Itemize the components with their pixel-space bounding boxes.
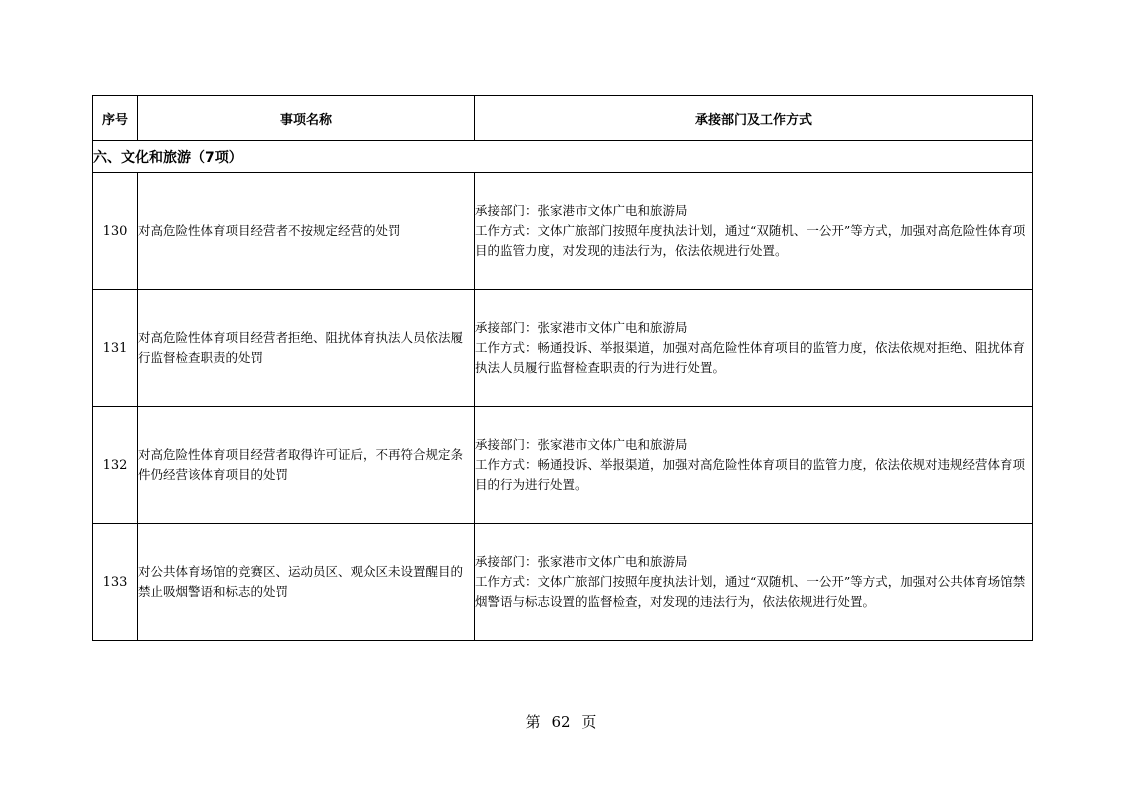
row-item-name: 对高危险性体育项目经营者取得许可证后，不再符合规定条件仍经营该体育项目的处罚 (138, 407, 475, 524)
row-method: 工作方式：畅通投诉、举报渠道，加强对高危险性体育项目的监管力度，依法依规对拒绝、阻扰体育执法人员履行监督检查职责的行为进行处置。 (475, 340, 1026, 375)
row-department: 承接部门：张家港市文体广电和旅游局 (475, 320, 688, 335)
document-table (92, 95, 1033, 641)
row-number: 133 (93, 524, 138, 641)
section-row (93, 141, 1033, 173)
row-method: 工作方式：畅通投诉、举报渠道，加强对高危险性体育项目的监管力度，依法依规对违规经营体育项目的行为进行处置。 (475, 457, 1026, 492)
row-department: 承接部门：张家港市文体广电和旅游局 (475, 554, 688, 569)
row-number: 131 (93, 290, 138, 407)
header-number: 序号 (93, 96, 138, 141)
row-department-method (475, 173, 1033, 290)
row-method: 工作方式：文体广旅部门按照年度执法计划，通过“双随机、一公开”等方式，加强对公共体育场馆禁烟警语与标志设置的监督检查，对发现的违法行为，依法依规进行处置。 (475, 574, 1026, 609)
row-number: 130 (93, 173, 138, 290)
row-item-name: 对公共体育场馆的竞赛区、运动员区、观众区未设置醒目的禁止吸烟警语和标志的处罚 (138, 524, 475, 641)
row-department-method (475, 524, 1033, 641)
row-number: 132 (93, 407, 138, 524)
row-department: 承接部门：张家港市文体广电和旅游局 (475, 203, 688, 218)
row-item-name: 对高危险性体育项目经营者拒绝、阻扰体育执法人员依法履行监督检查职责的处罚 (138, 290, 475, 407)
row-method: 工作方式：文体广旅部门按照年度执法计划，通过“双随机、一公开”等方式，加强对高危险性体育项目的监管力度，对发现的违法行为，依法依规进行处置。 (475, 223, 1026, 258)
section-title: 六、文化和旅游（7项） (93, 141, 1033, 173)
page-footer (0, 711, 1122, 732)
table-row (93, 290, 1033, 407)
row-item-name: 对高危险性体育项目经营者不按规定经营的处罚 (138, 173, 475, 290)
page-number: 62 (551, 713, 571, 731)
page-prefix: 第 (525, 713, 541, 731)
header-department-method: 承接部门及工作方式 (475, 96, 1033, 141)
table-row (93, 407, 1033, 524)
table-row (93, 173, 1033, 290)
page-suffix: 页 (581, 713, 597, 731)
row-department-method (475, 407, 1033, 524)
header-item-name: 事项名称 (138, 96, 475, 141)
header-row (93, 96, 1033, 141)
row-department: 承接部门：张家港市文体广电和旅游局 (475, 437, 688, 452)
table-row (93, 524, 1033, 641)
row-department-method (475, 290, 1033, 407)
